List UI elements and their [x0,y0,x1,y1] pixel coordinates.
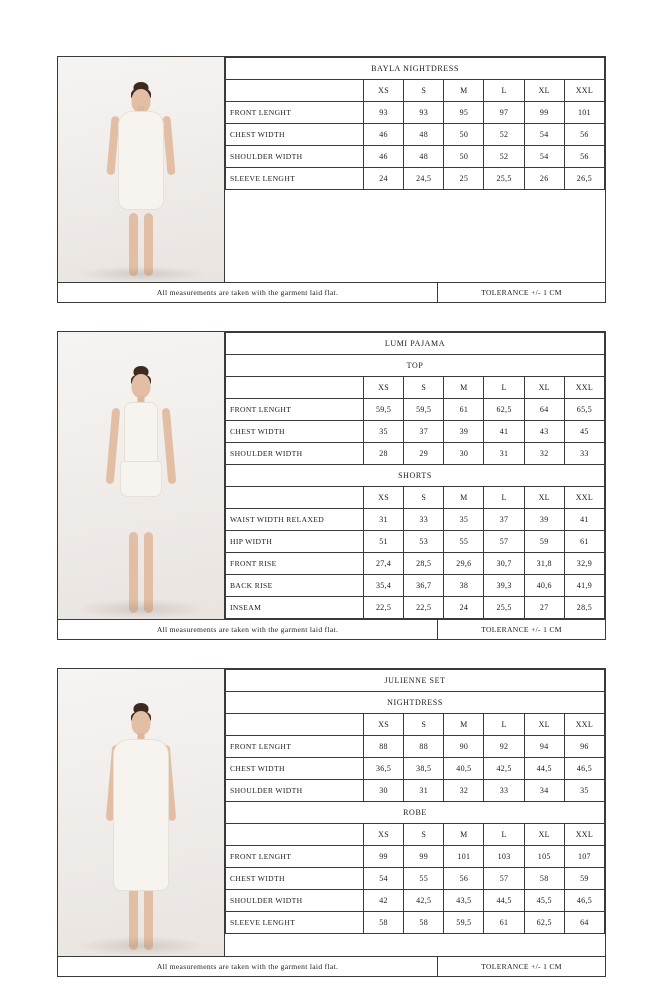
table-row [226,531,605,553]
measure-value: 93 [363,102,403,124]
product-photo-julienne-set [58,669,225,956]
table-title-row [226,333,605,355]
footer-note: All measurements are taken with the garment laid flat. [156,625,339,634]
measure-value: 65,5 [564,399,604,421]
table-filler-row [226,934,605,957]
size-header-l: L [484,824,524,846]
measure-label: FRONT RISE [226,553,364,575]
model-figure-icon [93,697,189,950]
measure-value: 30 [444,443,484,465]
size-table-lumi-pajama [225,332,605,619]
measure-label: CHEST WIDTH [226,421,364,443]
measure-value: 99 [524,102,564,124]
measure-value: 55 [404,868,444,890]
measure-value: 64 [524,399,564,421]
size-header-s: S [404,714,444,736]
measure-value: 96 [564,736,604,758]
measure-value: 55 [444,531,484,553]
product-photo-lumi-pajama [58,332,225,619]
measure-value: 40,6 [524,575,564,597]
size-header-xl: XL [524,714,564,736]
size-header-l: L [484,487,524,509]
measure-value: 88 [363,736,403,758]
section-title: TOP [226,355,605,377]
measure-value: 101 [444,846,484,868]
measure-value: 39,3 [484,575,524,597]
model-figure-icon [93,78,189,276]
header-spacer [226,824,364,846]
tolerance-note: TOLERANCE +/- 1 CM [437,620,605,639]
model-figure-icon [93,360,189,613]
measure-value: 101 [564,102,604,124]
measure-value: 28,5 [404,553,444,575]
size-header-row [226,377,605,399]
measure-value: 58 [524,868,564,890]
section-title-row-top [226,355,605,377]
size-header-row [226,714,605,736]
measure-label: FRONT LENGHT [226,846,364,868]
table-row [226,553,605,575]
table-row [226,597,605,619]
measure-value: 92 [484,736,524,758]
size-header-xxl: XXL [564,80,604,102]
table-row [226,912,605,934]
section-title: NIGHTDRESS [226,692,605,714]
measure-value: 61 [444,399,484,421]
size-header-s: S [404,824,444,846]
measure-value: 27,4 [363,553,403,575]
table-row [226,736,605,758]
measure-value: 35 [564,780,604,802]
size-header-m: M [444,80,484,102]
size-header-m: M [444,487,484,509]
size-header-xs: XS [363,714,403,736]
section-title-row-nightdress [226,692,605,714]
tolerance-note: TOLERANCE +/- 1 CM [437,957,605,976]
photo-background [58,332,224,619]
table-title-row [226,58,605,80]
measure-value: 30 [363,780,403,802]
header-spacer [226,714,364,736]
product-block-lumi-pajama [57,331,606,640]
table-row [226,399,605,421]
size-header-m: M [444,377,484,399]
measure-value: 43,5 [444,890,484,912]
measure-value: 39 [444,421,484,443]
block-footer [58,282,605,302]
measure-value: 38,5 [404,758,444,780]
photo-background [58,669,224,956]
block-body [58,332,605,619]
measure-value: 35 [444,509,484,531]
measure-label: HIP WIDTH [226,531,364,553]
table-row [226,443,605,465]
table-row [226,846,605,868]
measure-label: INSEAM [226,597,364,619]
size-header-xs: XS [363,80,403,102]
measure-value: 54 [524,124,564,146]
size-header-l: L [484,80,524,102]
size-header-xxl: XXL [564,824,604,846]
measure-value: 32,9 [564,553,604,575]
measure-value: 43 [524,421,564,443]
header-spacer [226,377,364,399]
measure-value: 45,5 [524,890,564,912]
measure-value: 48 [404,124,444,146]
measure-value: 64 [564,912,604,934]
table-row [226,124,605,146]
measure-value: 27 [524,597,564,619]
measure-value: 25 [444,168,484,190]
measure-value: 46,5 [564,890,604,912]
measure-value: 62,5 [524,912,564,934]
measure-value: 37 [404,421,444,443]
size-header-s: S [404,377,444,399]
photo-shadow [75,266,208,282]
measure-value: 45 [564,421,604,443]
measure-value: 51 [363,531,403,553]
photo-background [58,57,224,282]
measure-value: 52 [484,146,524,168]
measure-value: 56 [564,146,604,168]
measure-value: 46,5 [564,758,604,780]
measure-label: SHOULDER WIDTH [226,780,364,802]
size-header-xs: XS [363,487,403,509]
product-title: BAYLA NIGHTDRESS [226,58,605,80]
table-row [226,146,605,168]
table-row [226,780,605,802]
measure-value: 37 [484,509,524,531]
measure-value: 29 [404,443,444,465]
size-header-xxl: XXL [564,377,604,399]
section-title: ROBE [226,802,605,824]
header-spacer [226,80,364,102]
measure-value: 59 [524,531,564,553]
measure-value: 31,8 [524,553,564,575]
measure-value: 90 [444,736,484,758]
table-row [226,758,605,780]
measure-value: 40,5 [444,758,484,780]
measure-value: 24 [444,597,484,619]
measure-value: 58 [363,912,403,934]
footer-note: All measurements are taken with the garment laid flat. [156,962,339,971]
size-header-xs: XS [363,824,403,846]
measure-value: 33 [484,780,524,802]
table-row [226,102,605,124]
measure-value: 35,4 [363,575,403,597]
measure-value: 57 [484,531,524,553]
measure-value: 30,7 [484,553,524,575]
measure-value: 42 [363,890,403,912]
size-header-row [226,824,605,846]
measure-value: 99 [363,846,403,868]
measure-value: 94 [524,736,564,758]
size-header-row [226,487,605,509]
size-header-xl: XL [524,80,564,102]
block-footer [58,956,605,976]
measure-value: 61 [564,531,604,553]
measure-label: FRONT LENGHT [226,102,364,124]
measure-value: 41 [564,509,604,531]
product-block-bayla-nightdress [57,56,606,303]
block-body [58,669,605,956]
footer-note: All measurements are taken with the garment laid flat. [156,288,339,297]
measure-value: 59 [564,868,604,890]
table-row [226,168,605,190]
measure-value: 99 [404,846,444,868]
product-title: LUMI PAJAMA [226,333,605,355]
size-table-wrapper [225,57,605,282]
measure-value: 54 [363,868,403,890]
table-row [226,575,605,597]
size-table-wrapper [225,332,605,619]
block-footer [58,619,605,639]
table-title-row [226,670,605,692]
measure-label: SHOULDER WIDTH [226,146,364,168]
table-row [226,509,605,531]
measure-value: 42,5 [404,890,444,912]
size-header-xl: XL [524,377,564,399]
product-title: JULIENNE SET [226,670,605,692]
measure-value: 97 [484,102,524,124]
measure-value: 53 [404,531,444,553]
section-title-row-robe [226,802,605,824]
measure-value: 95 [444,102,484,124]
product-block-julienne-set [57,668,606,977]
measure-value: 59,5 [444,912,484,934]
measure-value: 28 [363,443,403,465]
measure-label: SHOULDER WIDTH [226,890,364,912]
measure-label: FRONT LENGHT [226,399,364,421]
measure-value: 36,7 [404,575,444,597]
measure-value: 58 [404,912,444,934]
measure-value: 48 [404,146,444,168]
measure-value: 22,5 [363,597,403,619]
measure-value: 56 [564,124,604,146]
measure-value: 39 [524,509,564,531]
measure-label: FRONT LENGHT [226,736,364,758]
measure-value: 38 [444,575,484,597]
size-header-xxl: XXL [564,714,604,736]
size-table-julienne-set [225,669,605,956]
measure-value: 31 [404,780,444,802]
measure-value: 93 [404,102,444,124]
size-header-l: L [484,377,524,399]
measure-value: 44,5 [484,890,524,912]
measure-label: CHEST WIDTH [226,124,364,146]
measure-label: SLEEVE LENGHT [226,912,364,934]
measure-value: 32 [444,780,484,802]
size-header-row [226,80,605,102]
section-title: SHORTS [226,465,605,487]
measure-value: 107 [564,846,604,868]
measure-value: 61 [484,912,524,934]
measure-value: 26 [524,168,564,190]
measure-value: 46 [363,146,403,168]
size-header-xs: XS [363,377,403,399]
measure-value: 32 [524,443,564,465]
tolerance-note: TOLERANCE +/- 1 CM [437,283,605,302]
measure-value: 25,5 [484,597,524,619]
measure-label: SLEEVE LENGHT [226,168,364,190]
measure-value: 62,5 [484,399,524,421]
header-spacer [226,487,364,509]
table-row [226,868,605,890]
measure-value: 50 [444,146,484,168]
measure-value: 88 [404,736,444,758]
size-table-bayla-nightdress [225,57,605,282]
block-body [58,57,605,282]
measure-label: CHEST WIDTH [226,758,364,780]
size-header-xl: XL [524,824,564,846]
measure-value: 46 [363,124,403,146]
table-filler-row [226,190,605,283]
size-header-s: S [404,487,444,509]
measure-label: CHEST WIDTH [226,868,364,890]
measure-value: 25,5 [484,168,524,190]
measure-value: 26,5 [564,168,604,190]
measure-value: 33 [404,509,444,531]
table-row [226,421,605,443]
measure-value: 50 [444,124,484,146]
measure-value: 22,5 [404,597,444,619]
photo-shadow [75,936,208,956]
measure-value: 103 [484,846,524,868]
measure-value: 35 [363,421,403,443]
size-header-m: M [444,714,484,736]
size-header-m: M [444,824,484,846]
photo-shadow [75,599,208,619]
measure-value: 33 [564,443,604,465]
measure-value: 41,9 [564,575,604,597]
measure-value: 105 [524,846,564,868]
product-photo-bayla-nightdress [58,57,225,282]
measure-value: 31 [363,509,403,531]
size-header-xxl: XXL [564,487,604,509]
size-table-wrapper [225,669,605,956]
size-header-l: L [484,714,524,736]
measure-value: 29,6 [444,553,484,575]
measure-value: 54 [524,146,564,168]
measure-label: WAIST WIDTH RELAXED [226,509,364,531]
table-row [226,890,605,912]
measure-value: 56 [444,868,484,890]
measure-value: 41 [484,421,524,443]
measure-value: 36,5 [363,758,403,780]
measure-value: 31 [484,443,524,465]
measure-value: 24 [363,168,403,190]
section-title-row-shorts [226,465,605,487]
measure-value: 28,5 [564,597,604,619]
size-header-s: S [404,80,444,102]
measure-value: 57 [484,868,524,890]
measure-label: SHOULDER WIDTH [226,443,364,465]
measure-value: 59,5 [363,399,403,421]
size-header-xl: XL [524,487,564,509]
measure-value: 24,5 [404,168,444,190]
measure-value: 59,5 [404,399,444,421]
measure-value: 52 [484,124,524,146]
measure-value: 42,5 [484,758,524,780]
measure-value: 44,5 [524,758,564,780]
measure-label: BACK RISE [226,575,364,597]
measure-value: 34 [524,780,564,802]
